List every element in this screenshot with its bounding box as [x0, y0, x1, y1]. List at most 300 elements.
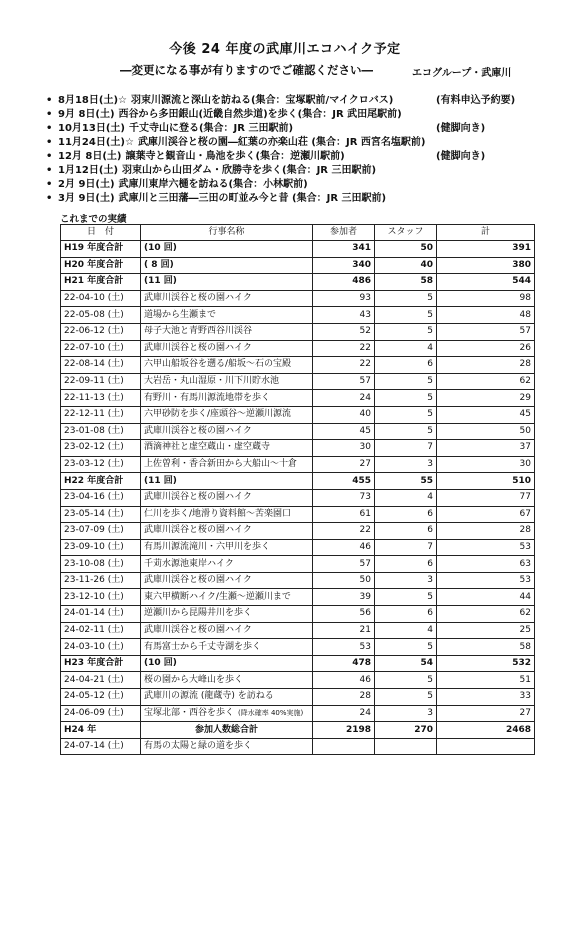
cell-date — [61, 423, 141, 440]
bullet-icon: • — [46, 193, 53, 204]
cell-date — [61, 274, 141, 291]
cell-event-name-text: 武庫川渓谷と桜の園ハイク — [144, 293, 252, 304]
cell-date-text: 22-08-14 (土) — [64, 359, 124, 370]
cell-total — [437, 539, 535, 556]
cell-participants-text: 57 — [359, 376, 371, 387]
cell-date-text: 24-02-11 (土) — [64, 624, 124, 635]
cell-total — [437, 440, 535, 457]
cell-staff-text: 5 — [427, 326, 433, 337]
bullet-icon: • — [46, 151, 53, 162]
table-row — [61, 456, 535, 473]
schedule-date: 12月 8日(土) — [58, 151, 122, 162]
cell-staff-text: 6 — [427, 359, 433, 370]
cell-total-text: 53 — [519, 575, 531, 586]
cell-staff — [375, 423, 437, 440]
cell-date-text: H20 年度合計 — [64, 259, 124, 270]
cell-staff-text: 4 — [427, 342, 433, 353]
schedule-note: (健脚向き) — [436, 151, 486, 162]
cell-event-name-text: 武庫川渓谷と桜の園ハイク — [144, 342, 252, 353]
cell-event-name-text: 宝塚北部・西谷を歩く — [144, 707, 235, 718]
cell-total — [437, 523, 535, 540]
cell-participants-text: 57 — [359, 558, 371, 569]
cell-staff — [375, 689, 437, 706]
cell-total-text: 58 — [519, 641, 531, 652]
cell-staff-text: 5 — [427, 591, 433, 602]
cell-date-text: 24-06-09 (土) — [64, 707, 124, 718]
cell-total — [437, 722, 535, 739]
cell-date — [61, 241, 141, 258]
cell-total-text: 380 — [512, 259, 531, 270]
cell-total-text: 532 — [512, 658, 531, 669]
cell-staff-text: 50 — [420, 243, 433, 254]
cell-participants-text: 2198 — [345, 724, 371, 735]
cell-staff-text: 4 — [427, 624, 433, 635]
cell-date-text: 22-06-12 (土) — [64, 326, 124, 337]
cell-participants — [313, 506, 375, 523]
cell-staff-text: 5 — [427, 425, 433, 436]
cell-staff — [375, 357, 437, 374]
schedule-date: 3月 9日(土) — [58, 193, 115, 204]
cell-date-text: 24-05-12 (土) — [64, 691, 124, 702]
group-name: エコグループ・武庫川 — [412, 68, 512, 79]
table-row — [61, 572, 535, 589]
table-row — [61, 290, 535, 307]
cell-staff — [375, 373, 437, 390]
cell-participants-text: 22 — [359, 525, 371, 536]
cell-event-name-text: 有馬の太陽と緑の道を歩く — [144, 741, 253, 752]
cell-participants-text: 28 — [359, 691, 371, 702]
table-row — [61, 556, 535, 573]
cell-participants-text: 61 — [359, 508, 371, 519]
header-participants: 参加者 — [313, 225, 375, 241]
cell-event-name-text: 母子大池と青野西谷川渓谷 — [144, 326, 253, 337]
cell-total-text: 48 — [519, 309, 531, 320]
cell-total-text: 28 — [519, 359, 531, 370]
cell-date-text: 22-05-08 (土) — [64, 309, 124, 320]
bullet-icon: • — [46, 123, 53, 134]
cell-total-text: 25 — [519, 624, 531, 635]
cell-participants — [313, 639, 375, 656]
cell-event-name — [141, 257, 313, 274]
cell-event-name — [141, 373, 313, 390]
cell-total-text: 30 — [519, 459, 531, 470]
cell-staff — [375, 722, 437, 739]
cell-staff-text: 6 — [427, 608, 433, 619]
cell-date — [61, 290, 141, 307]
cell-staff — [375, 340, 437, 357]
cell-participants-text: 22 — [359, 359, 371, 370]
cell-total-text: 62 — [519, 376, 531, 387]
cell-date — [61, 357, 141, 374]
cell-participants — [313, 473, 375, 490]
cell-event-name — [141, 274, 313, 291]
cell-event-name — [141, 506, 313, 523]
cell-participants — [313, 672, 375, 689]
cell-event-name-text: 六甲砂防を歩く/座頭谷～逆瀬川源流 — [144, 409, 292, 420]
cell-total — [437, 274, 535, 291]
table-row — [61, 689, 535, 706]
cell-event-name-text: ( 8 回) — [144, 259, 174, 270]
schedule-item — [46, 136, 566, 150]
cell-date-text: 22-09-11 (土) — [64, 376, 124, 387]
cell-participants — [313, 241, 375, 258]
notice-subtitle: ―変更になる事が有りますのでご確認ください― — [120, 63, 373, 77]
cell-staff-text: 7 — [427, 442, 433, 453]
table-row — [61, 672, 535, 689]
cell-total — [437, 373, 535, 390]
cell-date — [61, 589, 141, 606]
cell-event-name — [141, 406, 313, 423]
cell-total — [437, 357, 535, 374]
cell-event-name — [141, 655, 313, 672]
cell-total-text: 391 — [512, 243, 531, 254]
cell-event-name-text: 六甲山船坂谷を遡る/船坂～石の宝殿 — [144, 359, 292, 370]
cell-staff-text: 6 — [427, 508, 433, 519]
cell-participants — [313, 257, 375, 274]
cell-participants-text: 53 — [359, 641, 371, 652]
cell-staff — [375, 440, 437, 457]
header-date: 日 付 — [61, 225, 141, 241]
cell-date — [61, 456, 141, 473]
table-total-row — [61, 722, 535, 739]
cell-date-text: 23-03-12 (土) — [64, 459, 124, 470]
cell-event-name — [141, 323, 313, 340]
cell-staff — [375, 506, 437, 523]
table-total-row — [61, 655, 535, 672]
cell-date — [61, 373, 141, 390]
cell-participants — [313, 340, 375, 357]
schedule-item — [46, 150, 566, 164]
table-total-row — [61, 274, 535, 291]
cell-participants-text: 486 — [352, 276, 371, 287]
cell-total-text: 63 — [519, 558, 531, 569]
cell-date-text: 23-02-12 (土) — [64, 442, 124, 453]
schedule-text: 千丈寺山に登る(集合：JR 三田駅前) — [128, 123, 294, 134]
table-row — [61, 307, 535, 324]
cell-event-name-text: (10 回) — [144, 658, 177, 669]
cell-staff — [375, 705, 437, 722]
cell-event-name-text: 武庫川渓谷と桜の園ハイク — [144, 492, 252, 503]
cell-participants-text: 24 — [359, 392, 371, 403]
cell-total-text: 27 — [519, 707, 531, 718]
schedule-item — [46, 164, 566, 178]
schedule-item — [46, 94, 566, 108]
header-event-name: 行事名称 — [141, 225, 313, 241]
cell-staff-text: 5 — [427, 392, 433, 403]
cell-date — [61, 556, 141, 573]
cell-event-name — [141, 357, 313, 374]
cell-event-name — [141, 705, 313, 722]
cell-total — [437, 572, 535, 589]
cell-participants-text: 39 — [359, 591, 371, 602]
cell-participants — [313, 307, 375, 324]
cell-total-text: 98 — [519, 293, 531, 304]
cell-total — [437, 738, 535, 755]
cell-date-text: 23-05-14 (土) — [64, 508, 124, 519]
cell-event-name — [141, 423, 313, 440]
cell-date — [61, 672, 141, 689]
cell-event-name-text: (11 回) — [144, 475, 177, 486]
cell-participants-text: 22 — [359, 342, 371, 353]
cell-staff-text: 5 — [427, 376, 433, 387]
cell-participants-text: 73 — [359, 492, 371, 503]
schedule-text: 羽束川源流と深山を訪ねる(集合：宝塚駅前/マイクロバス) — [130, 95, 394, 106]
cell-staff — [375, 572, 437, 589]
cell-total — [437, 473, 535, 490]
cell-participants — [313, 689, 375, 706]
cell-staff — [375, 257, 437, 274]
records-caption: これまでの実績 — [60, 214, 127, 225]
cell-date-text: H22 年度合計 — [64, 475, 124, 486]
cell-date — [61, 738, 141, 755]
schedule-item — [46, 108, 566, 122]
cell-total — [437, 556, 535, 573]
cell-staff-text: 3 — [427, 707, 433, 718]
cell-date — [61, 705, 141, 722]
cell-staff-text: 5 — [427, 641, 433, 652]
cell-event-name — [141, 340, 313, 357]
cell-participants — [313, 290, 375, 307]
cell-date — [61, 406, 141, 423]
cell-total-text: 33 — [519, 691, 531, 702]
cell-date-text: 23-09-10 (土) — [64, 541, 124, 552]
cell-staff-text: 7 — [427, 541, 433, 552]
cell-total — [437, 456, 535, 473]
cell-staff — [375, 672, 437, 689]
cell-total — [437, 257, 535, 274]
cell-participants-text: 27 — [359, 459, 371, 470]
schedule-item — [46, 122, 566, 136]
cell-participants-text: 24 — [359, 707, 371, 718]
cell-participants — [313, 738, 375, 755]
cell-participants-text: 43 — [359, 309, 371, 320]
cell-total-text: 544 — [512, 276, 531, 287]
table-row — [61, 738, 535, 755]
table-row — [61, 606, 535, 623]
cell-staff — [375, 406, 437, 423]
table-header-row — [61, 225, 535, 241]
cell-date-text: 22-12-11 (土) — [64, 409, 124, 420]
cell-event-name-text: 酒滴神社と虚空蔵山・虚空蔵寺 — [144, 442, 271, 453]
cell-participants — [313, 589, 375, 606]
cell-participants — [313, 655, 375, 672]
cell-total-text: 29 — [519, 392, 531, 403]
cell-date — [61, 390, 141, 407]
header-staff: スタッフ — [375, 225, 437, 241]
cell-participants-text: 50 — [359, 575, 371, 586]
cell-event-name — [141, 539, 313, 556]
cell-staff — [375, 489, 437, 506]
cell-event-name — [141, 738, 313, 755]
table-total-row — [61, 241, 535, 258]
cell-staff-text: 270 — [414, 724, 433, 735]
table-row — [61, 639, 535, 656]
cell-participants — [313, 323, 375, 340]
cell-participants — [313, 373, 375, 390]
cell-participants-text: 45 — [359, 425, 371, 436]
cell-total — [437, 506, 535, 523]
cell-date-text: 23-11-26 (土) — [64, 575, 124, 586]
cell-participants — [313, 357, 375, 374]
cell-date — [61, 722, 141, 739]
cell-event-name — [141, 241, 313, 258]
cell-date-text: 22-11-13 (土) — [64, 392, 124, 403]
cell-total — [437, 489, 535, 506]
cell-staff — [375, 738, 437, 755]
cell-staff — [375, 274, 437, 291]
cell-participants — [313, 539, 375, 556]
cell-participants — [313, 456, 375, 473]
table-row — [61, 622, 535, 639]
cell-total — [437, 655, 535, 672]
cell-participants — [313, 440, 375, 457]
cell-staff — [375, 473, 437, 490]
cell-event-name-text: 有馬富士から千丈寺湖を歩く — [144, 641, 262, 652]
schedule-text: 西谷から多田銀山(近畿自然歩道)を歩く(集合：JR 武田尾駅前) — [118, 109, 402, 120]
cell-participants-text: 21 — [359, 624, 371, 635]
cell-participants-text: 46 — [359, 541, 371, 552]
cell-event-name — [141, 689, 313, 706]
cell-total-text: 67 — [519, 508, 531, 519]
cell-date-text: 24-03-10 (土) — [64, 641, 124, 652]
cell-date-text: 22-07-10 (土) — [64, 342, 124, 353]
cell-date — [61, 257, 141, 274]
cell-event-name — [141, 489, 313, 506]
cell-event-name — [141, 290, 313, 307]
cell-event-name-text: 武庫川渓谷と桜の園ハイク — [144, 425, 252, 436]
cell-event-name-text: 上佐曽利・香合新田から大船山～十倉 — [144, 459, 298, 470]
schedule-date: 2月 9日(土) — [58, 179, 115, 190]
cell-staff-text: 3 — [427, 459, 433, 470]
schedule-list — [46, 94, 566, 206]
cell-staff-text: 6 — [427, 558, 433, 569]
cell-staff-text: 55 — [420, 475, 433, 486]
cell-date — [61, 606, 141, 623]
cell-event-name — [141, 523, 313, 540]
table-row — [61, 423, 535, 440]
cell-event-name-text: 参加人数総合計 — [194, 724, 258, 735]
bullet-icon: • — [46, 109, 53, 120]
cell-participants-text: 46 — [359, 674, 371, 685]
table-row — [61, 406, 535, 423]
cell-staff — [375, 589, 437, 606]
cell-staff — [375, 307, 437, 324]
cell-date-text: H23 年度合計 — [64, 658, 124, 669]
cell-event-name-text: 仁川を歩く/地滑り資料館～苦楽園口 — [144, 508, 292, 519]
schedule-note: (健脚向き) — [436, 123, 486, 134]
page-title: 今後 24 年度の武庫川エコハイク予定 — [169, 42, 401, 57]
cell-event-name — [141, 440, 313, 457]
cell-total — [437, 672, 535, 689]
cell-total-text: 26 — [519, 342, 531, 353]
cell-date — [61, 506, 141, 523]
cell-total-text: 51 — [519, 674, 531, 685]
cell-event-name — [141, 589, 313, 606]
cell-date — [61, 689, 141, 706]
cell-participants — [313, 390, 375, 407]
cell-staff — [375, 622, 437, 639]
cell-total-text: 2468 — [505, 724, 531, 735]
cell-total — [437, 705, 535, 722]
cell-participants — [313, 406, 375, 423]
cell-date-text: 23-07-09 (土) — [64, 525, 124, 536]
cell-total — [437, 423, 535, 440]
cell-staff-text: 3 — [427, 575, 433, 586]
schedule-item — [46, 178, 566, 192]
table-row — [61, 357, 535, 374]
cell-staff-text: 5 — [427, 293, 433, 304]
cell-event-name-text: 大岩岳・丸山湿原・川下川貯水池 — [144, 376, 280, 387]
cell-participants — [313, 705, 375, 722]
table-row — [61, 539, 535, 556]
cell-participants-text: 478 — [352, 658, 371, 669]
cell-participants-text: 341 — [352, 243, 371, 254]
cell-participants — [313, 523, 375, 540]
cell-event-name-text: 東六甲横断ハイク/生瀬～逆瀬川まで — [144, 591, 291, 602]
cell-date — [61, 539, 141, 556]
cell-participants — [313, 556, 375, 573]
cell-event-name-text: (10 回) — [144, 243, 177, 254]
cell-event-name-text: 武庫川渓谷と桜の園ハイク — [144, 575, 252, 586]
cell-date — [61, 622, 141, 639]
records-table — [60, 224, 535, 755]
cell-total — [437, 290, 535, 307]
cell-total — [437, 307, 535, 324]
schedule-text: 譲葉寺と観音山・鳥池を歩く(集合：逆瀬川駅前) — [125, 151, 345, 162]
cell-total-text: 510 — [512, 475, 531, 486]
cell-staff-text: 54 — [420, 658, 433, 669]
cell-date-text: 23-12-10 (土) — [64, 591, 124, 602]
cell-event-name — [141, 672, 313, 689]
schedule-note: (有料申込予約要) — [436, 95, 516, 106]
cell-event-name-text: 千苅水源池東岸ハイク — [144, 558, 234, 569]
cell-date — [61, 307, 141, 324]
cell-date — [61, 489, 141, 506]
cell-total-text: 57 — [519, 326, 531, 337]
table-row — [61, 373, 535, 390]
cell-total — [437, 390, 535, 407]
cell-date-text: H24 年 — [64, 724, 97, 735]
cell-total — [437, 241, 535, 258]
cell-event-name — [141, 722, 313, 739]
cell-staff — [375, 539, 437, 556]
cell-staff-text: 6 — [427, 525, 433, 536]
cell-event-name — [141, 556, 313, 573]
cell-event-name-text: 武庫川渓谷と桜の園ハイク — [144, 525, 252, 536]
cell-date — [61, 655, 141, 672]
cell-staff-text: 5 — [427, 674, 433, 685]
cell-total-text: 44 — [519, 591, 531, 602]
cell-date-text: 24-01-14 (土) — [64, 608, 124, 619]
table-row — [61, 506, 535, 523]
cell-event-name — [141, 572, 313, 589]
cell-date-text: H21 年度合計 — [64, 276, 124, 287]
cell-total — [437, 606, 535, 623]
cell-participants-text: 340 — [352, 259, 371, 270]
schedule-text: 羽束山から山田ダム・欣勝寺を歩く(集合：JR 三田駅前) — [122, 165, 377, 176]
cell-date-text: 24-04-21 (土) — [64, 674, 124, 685]
cell-total — [437, 406, 535, 423]
cell-staff — [375, 390, 437, 407]
cell-event-name-text: 武庫川の源流 (龍蔵寺) を訪ねる — [144, 691, 274, 702]
cell-weather-tag: (降水確率 40%実施) — [238, 708, 304, 717]
cell-participants-text: 455 — [352, 475, 371, 486]
cell-staff-text: 4 — [427, 492, 433, 503]
cell-date — [61, 639, 141, 656]
cell-participants — [313, 274, 375, 291]
cell-event-name — [141, 307, 313, 324]
cell-date — [61, 323, 141, 340]
